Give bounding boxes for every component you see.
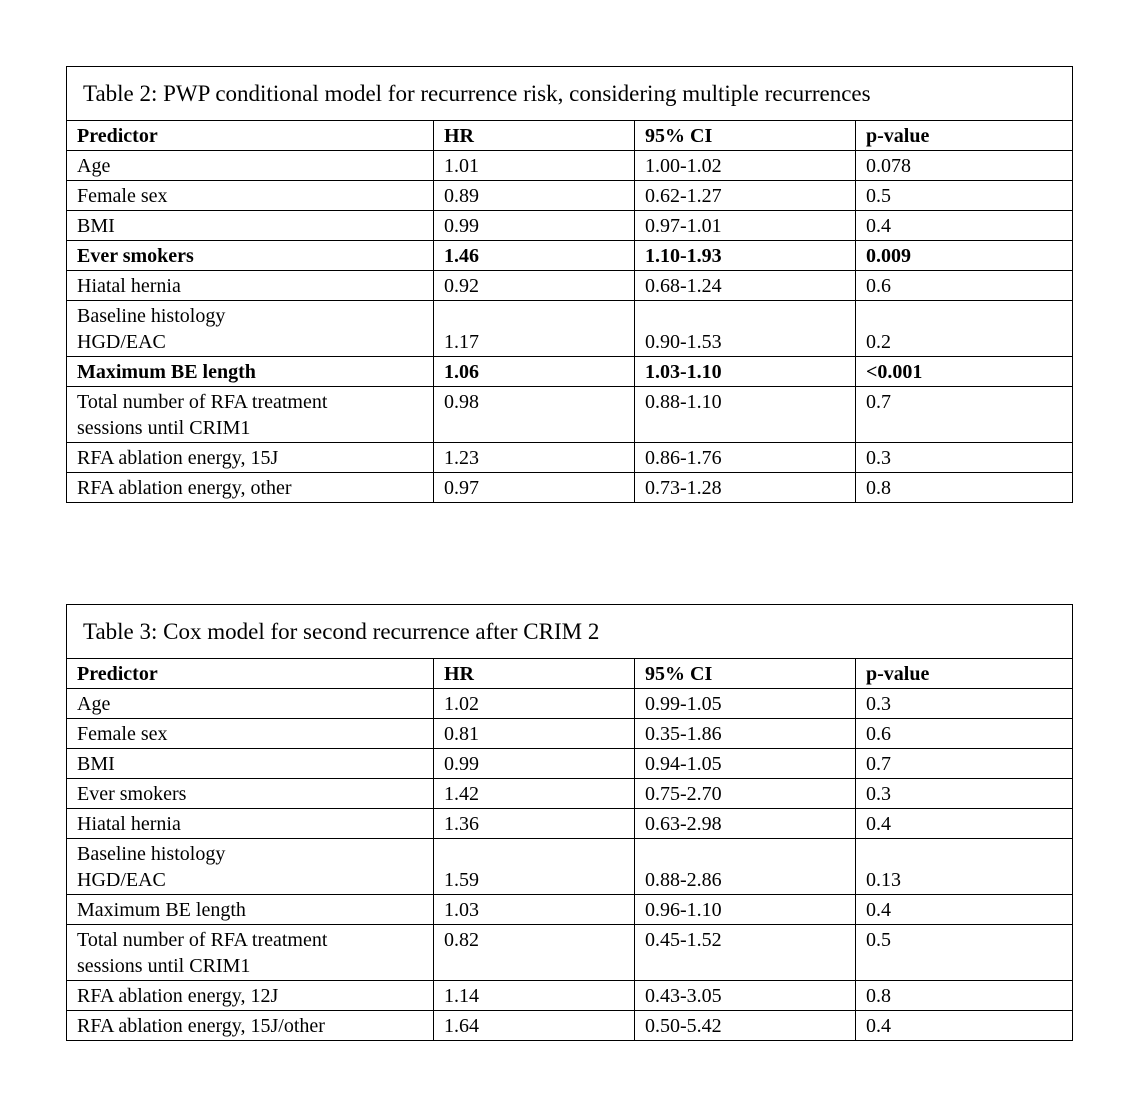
hr-cell-value: 1.64	[444, 1015, 479, 1037]
p-value-cell	[855, 895, 1074, 924]
ci-cell-value: 0.62-1.27	[645, 185, 722, 207]
hr-cell	[433, 749, 634, 778]
p-value-cell	[855, 181, 1074, 210]
table-row	[67, 271, 1072, 301]
hr-cell	[433, 839, 634, 894]
predictor-label: Age	[77, 693, 111, 715]
ci-cell	[634, 895, 855, 924]
table-row	[67, 1011, 1072, 1040]
hr-cell	[433, 473, 634, 502]
p-value-cell	[855, 387, 1074, 442]
ci-cell	[634, 181, 855, 210]
p-value-cell-value: 0.5	[866, 185, 891, 207]
ci-cell-value: 0.35-1.86	[645, 723, 722, 745]
predictor-label: Total number of RFA treatment	[77, 929, 328, 951]
p-value-cell-value: 0.3	[866, 447, 891, 469]
table-row	[67, 925, 1072, 981]
table-row	[67, 301, 1072, 357]
ci-cell	[634, 839, 855, 894]
p-value-cell	[855, 779, 1074, 808]
predictor-cell	[67, 719, 433, 748]
predictor-label: RFA ablation energy, 15J	[77, 447, 279, 469]
predictor-cell	[67, 749, 433, 778]
hr-cell-value: 0.89	[444, 185, 479, 207]
column-header: 95% CI	[634, 121, 855, 150]
hr-cell	[433, 809, 634, 838]
predictor-cell	[67, 443, 433, 472]
ci-cell-value: 0.73-1.28	[645, 477, 722, 499]
ci-cell-value: 0.68-1.24	[645, 275, 722, 297]
p-value-cell	[855, 443, 1074, 472]
ci-cell-value: 0.99-1.05	[645, 693, 722, 715]
ci-cell-value: 0.94-1.05	[645, 753, 722, 775]
hr-cell-value: 1.02	[444, 693, 479, 715]
p-value-cell-value: 0.2	[866, 331, 891, 353]
hr-cell-value: 1.46	[444, 245, 479, 267]
hr-cell	[433, 181, 634, 210]
p-value-cell	[855, 301, 1074, 356]
p-value-cell	[855, 749, 1074, 778]
p-value-cell	[855, 357, 1074, 386]
ci-cell	[634, 809, 855, 838]
p-value-cell	[855, 719, 1074, 748]
table-row	[67, 719, 1072, 749]
hr-cell	[433, 387, 634, 442]
hr-cell-value: 1.59	[444, 869, 479, 891]
p-value-cell	[855, 211, 1074, 240]
p-value-cell	[855, 151, 1074, 180]
column-header: 95% CI	[634, 659, 855, 688]
p-value-cell-value: 0.4	[866, 1015, 891, 1037]
predictor-label: sessions until CRIM1	[77, 955, 251, 977]
ci-cell	[634, 387, 855, 442]
column-header: p-value	[855, 659, 1074, 688]
p-value-cell-value: 0.3	[866, 693, 891, 715]
table-row	[67, 779, 1072, 809]
ci-cell-value: 0.90-1.53	[645, 331, 722, 353]
table-row	[67, 839, 1072, 895]
predictor-cell	[67, 779, 433, 808]
predictor-label: Ever smokers	[77, 783, 187, 805]
predictor-label: Female sex	[77, 723, 168, 745]
table-row	[67, 749, 1072, 779]
hr-cell-value: 0.81	[444, 723, 479, 745]
hr-cell	[433, 301, 634, 356]
hr-cell-value: 0.92	[444, 275, 479, 297]
p-value-cell	[855, 809, 1074, 838]
ci-cell	[634, 473, 855, 502]
predictor-cell	[67, 181, 433, 210]
p-value-cell-value: 0.8	[866, 985, 891, 1007]
table-row	[67, 689, 1072, 719]
predictor-cell	[67, 895, 433, 924]
ci-cell	[634, 779, 855, 808]
table-header-row	[67, 659, 1072, 689]
predictor-cell	[67, 241, 433, 270]
predictor-cell	[67, 387, 433, 442]
hr-cell	[433, 925, 634, 980]
table-2-title: Table 2: PWP conditional model for recurrence risk, considering multiple recurrences	[67, 67, 1072, 121]
column-header: Predictor	[77, 663, 158, 685]
predictor-label: Maximum BE length	[77, 361, 256, 383]
ci-cell	[634, 749, 855, 778]
predictor-label: RFA ablation energy, other	[77, 477, 292, 499]
table-row	[67, 473, 1072, 502]
table-2-body	[67, 121, 1072, 502]
hr-cell	[433, 719, 634, 748]
p-value-cell	[855, 1011, 1074, 1040]
hr-cell-value: 0.98	[444, 391, 479, 413]
predictor-cell	[67, 839, 433, 894]
predictor-label: BMI	[77, 753, 115, 775]
predictor-label: RFA ablation energy, 12J	[77, 985, 279, 1007]
ci-cell	[634, 151, 855, 180]
hr-cell	[433, 1011, 634, 1040]
ci-cell-value: 0.63-2.98	[645, 813, 722, 835]
column-header: HR	[433, 121, 634, 150]
p-value-cell	[855, 981, 1074, 1010]
p-value-cell-value: 0.4	[866, 813, 891, 835]
ci-cell-value: 0.96-1.10	[645, 899, 722, 921]
hr-cell-value: 0.99	[444, 215, 479, 237]
predictor-cell	[67, 301, 433, 356]
p-value-cell-value: 0.4	[866, 899, 891, 921]
p-value-cell-value: 0.6	[866, 275, 891, 297]
p-value-cell	[855, 241, 1074, 270]
ci-cell	[634, 211, 855, 240]
predictor-cell	[67, 981, 433, 1010]
table-3-body	[67, 659, 1072, 1040]
ci-cell-value: 1.03-1.10	[645, 361, 722, 383]
predictor-cell	[67, 473, 433, 502]
hr-cell	[433, 779, 634, 808]
p-value-cell-value: 0.3	[866, 783, 891, 805]
hr-cell-value: 1.14	[444, 985, 479, 1007]
ci-cell-value: 1.10-1.93	[645, 245, 722, 267]
predictor-cell	[67, 211, 433, 240]
hr-cell-value: 1.17	[444, 331, 479, 353]
table-3	[66, 604, 1073, 1041]
p-value-cell-value: 0.4	[866, 215, 891, 237]
table-header-row	[67, 121, 1072, 151]
table-row	[67, 981, 1072, 1011]
hr-cell	[433, 241, 634, 270]
predictor-label: Baseline histology	[77, 843, 226, 865]
predictor-label: Total number of RFA treatment	[77, 391, 328, 413]
table-row	[67, 809, 1072, 839]
predictor-label: Hiatal hernia	[77, 813, 181, 835]
hr-cell-value: 1.36	[444, 813, 479, 835]
ci-cell-value: 0.50-5.42	[645, 1015, 722, 1037]
ci-cell-value: 0.88-1.10	[645, 391, 722, 413]
hr-cell-value: 1.06	[444, 361, 479, 383]
hr-cell	[433, 689, 634, 718]
ci-cell	[634, 241, 855, 270]
predictor-label: HGD/EAC	[77, 331, 166, 353]
ci-cell-value: 0.45-1.52	[645, 929, 722, 951]
p-value-cell-value: 0.13	[866, 869, 901, 891]
table-3-title: Table 3: Cox model for second recurrence after CRIM 2	[67, 605, 1072, 659]
ci-cell	[634, 357, 855, 386]
ci-cell-value: 0.75-2.70	[645, 783, 722, 805]
p-value-cell	[855, 925, 1074, 980]
hr-cell-value: 0.97	[444, 477, 479, 499]
p-value-cell-value: 0.6	[866, 723, 891, 745]
p-value-cell	[855, 271, 1074, 300]
p-value-cell-value: 0.5	[866, 929, 891, 951]
predictor-label: Age	[77, 155, 111, 177]
predictor-label: Female sex	[77, 185, 168, 207]
column-header: HR	[433, 659, 634, 688]
hr-cell	[433, 151, 634, 180]
hr-cell	[433, 981, 634, 1010]
p-value-cell	[855, 839, 1074, 894]
table-row	[67, 895, 1072, 925]
hr-cell-value: 1.01	[444, 155, 479, 177]
ci-cell-value: 0.86-1.76	[645, 447, 722, 469]
hr-cell	[433, 357, 634, 386]
p-value-cell-value: 0.009	[866, 245, 911, 267]
hr-cell-value: 0.82	[444, 929, 479, 951]
predictor-label: Ever smokers	[77, 245, 194, 267]
p-value-cell-value: 0.078	[866, 155, 911, 177]
ci-cell-value: 1.00-1.02	[645, 155, 722, 177]
predictor-label: Baseline histology	[77, 305, 226, 327]
ci-cell-value: 0.43-3.05	[645, 985, 722, 1007]
table-row	[67, 181, 1072, 211]
hr-cell	[433, 443, 634, 472]
ci-cell	[634, 925, 855, 980]
hr-cell-value: 0.99	[444, 753, 479, 775]
predictor-label: Hiatal hernia	[77, 275, 181, 297]
ci-cell	[634, 301, 855, 356]
ci-cell	[634, 981, 855, 1010]
table-row	[67, 211, 1072, 241]
predictor-cell	[67, 1011, 433, 1040]
predictor-label: HGD/EAC	[77, 869, 166, 891]
table-row	[67, 241, 1072, 271]
ci-cell	[634, 271, 855, 300]
predictor-cell	[67, 809, 433, 838]
ci-cell-value: 0.88-2.86	[645, 869, 722, 891]
table-row	[67, 443, 1072, 473]
p-value-cell-value: 0.7	[866, 753, 891, 775]
table-row	[67, 387, 1072, 443]
p-value-cell	[855, 689, 1074, 718]
table-row	[67, 151, 1072, 181]
ci-cell	[634, 719, 855, 748]
ci-cell-value: 0.97-1.01	[645, 215, 722, 237]
predictor-cell	[67, 925, 433, 980]
hr-cell	[433, 211, 634, 240]
predictor-label: BMI	[77, 215, 115, 237]
p-value-cell	[855, 473, 1074, 502]
predictor-cell	[67, 357, 433, 386]
hr-cell-value: 1.03	[444, 899, 479, 921]
column-header: Predictor	[77, 125, 158, 147]
predictor-label: sessions until CRIM1	[77, 417, 251, 439]
predictor-label: Maximum BE length	[77, 899, 246, 921]
p-value-cell-value: 0.8	[866, 477, 891, 499]
predictor-cell	[67, 151, 433, 180]
column-header: p-value	[855, 121, 1074, 150]
table-2	[66, 66, 1073, 503]
table-row	[67, 357, 1072, 387]
hr-cell-value: 1.42	[444, 783, 479, 805]
ci-cell	[634, 443, 855, 472]
ci-cell	[634, 689, 855, 718]
p-value-cell-value: <0.001	[866, 361, 923, 383]
predictor-cell	[67, 271, 433, 300]
hr-cell-value: 1.23	[444, 447, 479, 469]
ci-cell	[634, 1011, 855, 1040]
predictor-label: RFA ablation energy, 15J/other	[77, 1015, 325, 1037]
hr-cell	[433, 895, 634, 924]
predictor-cell	[67, 689, 433, 718]
hr-cell	[433, 271, 634, 300]
p-value-cell-value: 0.7	[866, 391, 891, 413]
